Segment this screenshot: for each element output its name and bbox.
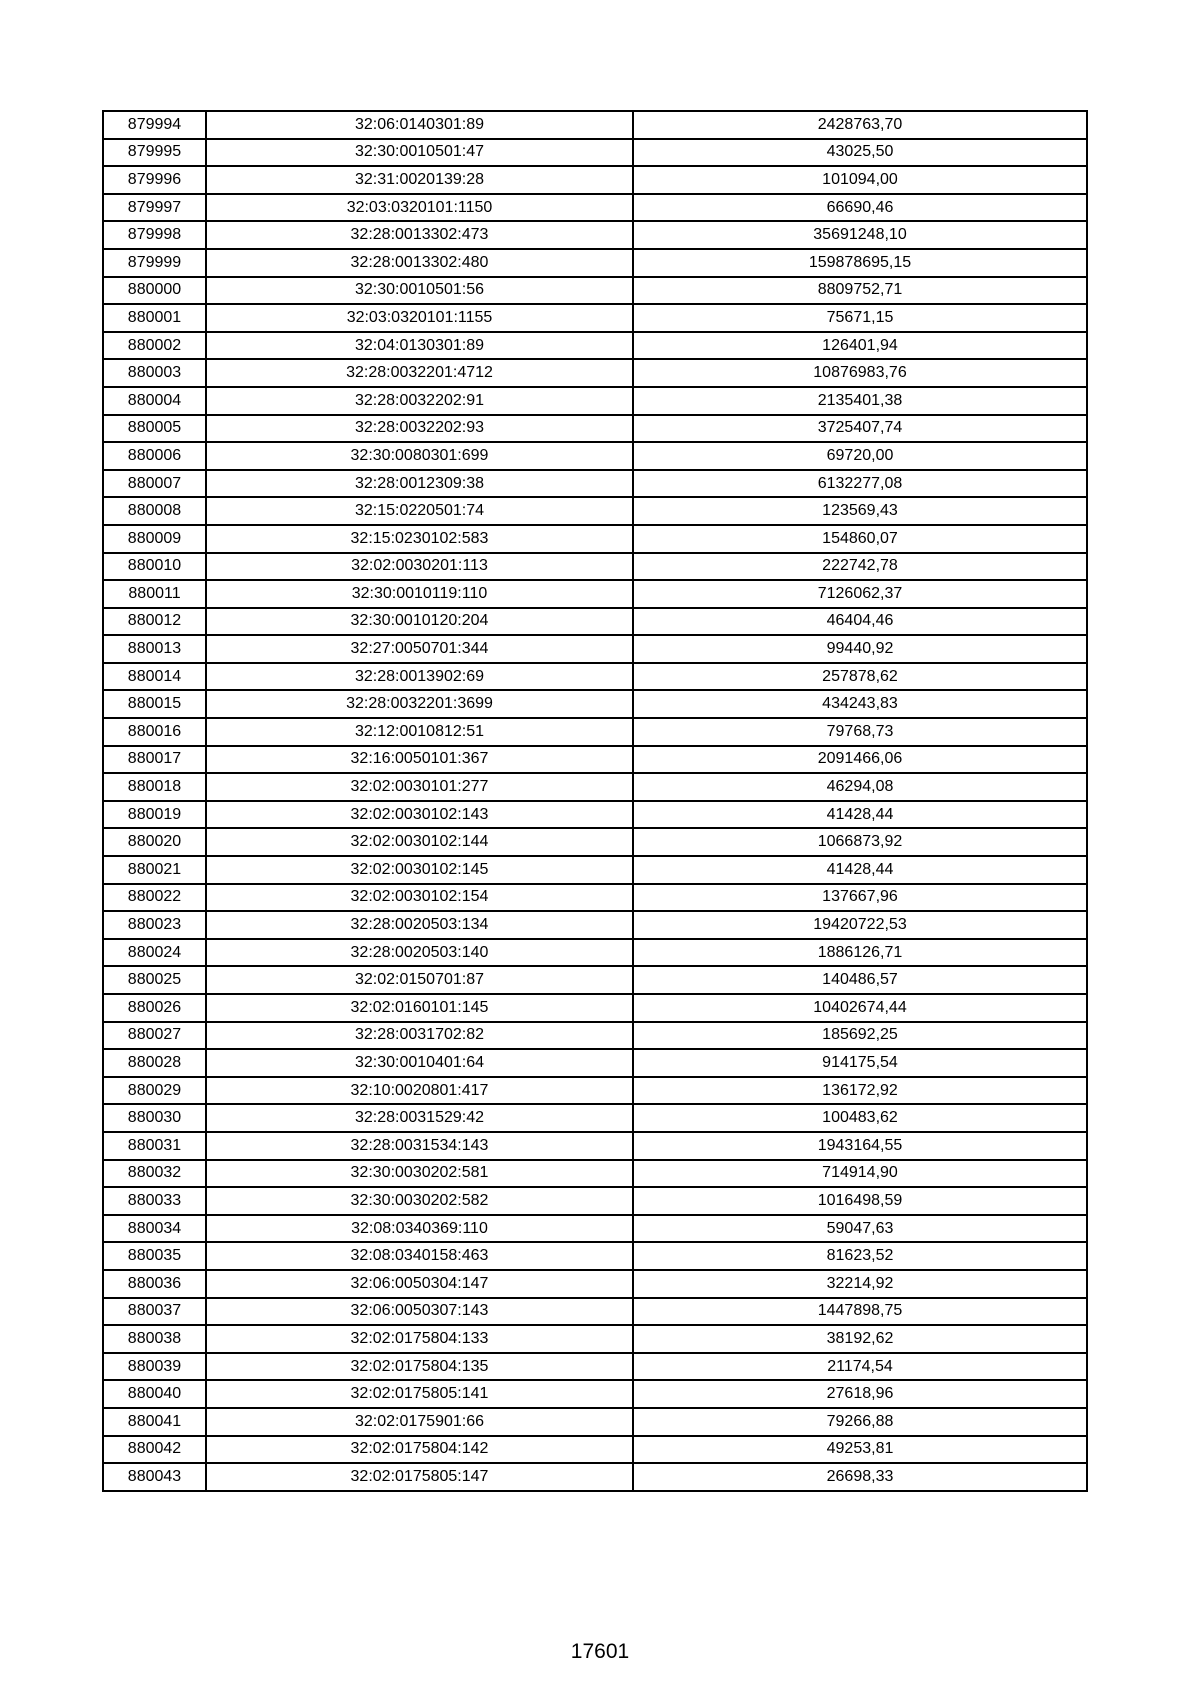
row-number-cell: 880037 <box>103 1298 206 1326</box>
value-cell: 140486,57 <box>633 966 1087 994</box>
value-cell: 126401,94 <box>633 332 1087 360</box>
value-cell: 10402674,44 <box>633 994 1087 1022</box>
cadastral-number-cell: 32:30:0010501:56 <box>206 277 633 305</box>
cadastral-number-cell: 32:08:0340369:110 <box>206 1215 633 1243</box>
table-row <box>103 304 1087 332</box>
row-number-cell: 880011 <box>103 580 206 608</box>
cadastral-number-cell: 32:02:0030102:145 <box>206 856 633 884</box>
row-number-cell: 880004 <box>103 387 206 415</box>
value-cell: 101094,00 <box>633 166 1087 194</box>
table-row <box>103 1132 1087 1160</box>
value-cell: 41428,44 <box>633 801 1087 829</box>
row-number-cell: 880028 <box>103 1049 206 1077</box>
table-row <box>103 1215 1087 1243</box>
value-cell: 137667,96 <box>633 884 1087 912</box>
table-row <box>103 1077 1087 1105</box>
value-cell: 79768,73 <box>633 718 1087 746</box>
row-number-cell: 880002 <box>103 332 206 360</box>
table-row <box>103 249 1087 277</box>
cadastral-number-cell: 32:30:0030202:582 <box>206 1187 633 1215</box>
value-cell: 79266,88 <box>633 1408 1087 1436</box>
table-row <box>103 221 1087 249</box>
table-row <box>103 663 1087 691</box>
value-cell: 1016498,59 <box>633 1187 1087 1215</box>
row-number-cell: 880029 <box>103 1077 206 1105</box>
table-row <box>103 911 1087 939</box>
row-number-cell: 880009 <box>103 525 206 553</box>
cadastral-number-cell: 32:30:0010501:47 <box>206 139 633 167</box>
page-number: 17601 <box>570 1640 630 1663</box>
table-row <box>103 1270 1087 1298</box>
value-cell: 38192,62 <box>633 1325 1087 1353</box>
row-number-cell: 880031 <box>103 1132 206 1160</box>
value-cell: 66690,46 <box>633 194 1087 222</box>
row-number-cell: 880043 <box>103 1463 206 1491</box>
table-row <box>103 1408 1087 1436</box>
cadastral-number-cell: 32:02:0175804:142 <box>206 1436 633 1464</box>
row-number-cell: 879998 <box>103 221 206 249</box>
row-number-cell: 880022 <box>103 884 206 912</box>
value-cell: 2135401,38 <box>633 387 1087 415</box>
table-row <box>103 139 1087 167</box>
table-row <box>103 718 1087 746</box>
cadastral-number-cell: 32:28:0032201:3699 <box>206 690 633 718</box>
table-row <box>103 497 1087 525</box>
cadastral-number-cell: 32:28:0032202:91 <box>206 387 633 415</box>
cadastral-number-cell: 32:02:0175805:141 <box>206 1380 633 1408</box>
cadastral-number-cell: 32:02:0030201:113 <box>206 553 633 581</box>
row-number-cell: 879997 <box>103 194 206 222</box>
value-cell: 6132277,08 <box>633 470 1087 498</box>
value-cell: 19420722,53 <box>633 911 1087 939</box>
table-row <box>103 525 1087 553</box>
cadastral-number-cell: 32:28:0013302:473 <box>206 221 633 249</box>
table-row <box>103 1104 1087 1132</box>
table-row <box>103 773 1087 801</box>
cadastral-number-cell: 32:02:0150701:87 <box>206 966 633 994</box>
cadastral-number-cell: 32:31:0020139:28 <box>206 166 633 194</box>
table-row <box>103 1022 1087 1050</box>
row-number-cell: 880000 <box>103 277 206 305</box>
value-cell: 159878695,15 <box>633 249 1087 277</box>
table-row <box>103 994 1087 1022</box>
table-row <box>103 966 1087 994</box>
value-cell: 100483,62 <box>633 1104 1087 1132</box>
row-number-cell: 879999 <box>103 249 206 277</box>
table-row <box>103 884 1087 912</box>
value-cell: 8809752,71 <box>633 277 1087 305</box>
value-cell: 43025,50 <box>633 139 1087 167</box>
cadastral-number-cell: 32:02:0030102:144 <box>206 828 633 856</box>
cadastral-number-cell: 32:08:0340158:463 <box>206 1242 633 1270</box>
cadastral-number-cell: 32:28:0031534:143 <box>206 1132 633 1160</box>
cadastral-number-cell: 32:28:0031702:82 <box>206 1022 633 1050</box>
table-body <box>103 111 1087 1491</box>
table-row <box>103 359 1087 387</box>
cadastral-number-cell: 32:06:0050307:143 <box>206 1298 633 1326</box>
value-cell: 59047,63 <box>633 1215 1087 1243</box>
value-cell: 35691248,10 <box>633 221 1087 249</box>
cadastral-number-cell: 32:28:0031529:42 <box>206 1104 633 1132</box>
row-number-cell: 880024 <box>103 939 206 967</box>
row-number-cell: 880013 <box>103 635 206 663</box>
cadastral-number-cell: 32:06:0050304:147 <box>206 1270 633 1298</box>
value-cell: 26698,33 <box>633 1463 1087 1491</box>
cadastral-number-cell: 32:30:0030202:581 <box>206 1160 633 1188</box>
table-row <box>103 166 1087 194</box>
cadastral-number-cell: 32:03:0320101:1150 <box>206 194 633 222</box>
cadastral-number-cell: 32:28:0020503:140 <box>206 939 633 967</box>
row-number-cell: 880034 <box>103 1215 206 1243</box>
table-row <box>103 332 1087 360</box>
value-cell: 914175,54 <box>633 1049 1087 1077</box>
value-cell: 49253,81 <box>633 1436 1087 1464</box>
row-number-cell: 880020 <box>103 828 206 856</box>
cadastral-number-cell: 32:27:0050701:344 <box>206 635 633 663</box>
row-number-cell: 880006 <box>103 442 206 470</box>
table-row <box>103 1380 1087 1408</box>
cadastral-number-cell: 32:15:0230102:583 <box>206 525 633 553</box>
row-number-cell: 880030 <box>103 1104 206 1132</box>
value-cell: 21174,54 <box>633 1353 1087 1381</box>
row-number-cell: 880012 <box>103 608 206 636</box>
row-number-cell: 879994 <box>103 111 206 139</box>
value-cell: 46404,46 <box>633 608 1087 636</box>
cadastral-number-cell: 32:03:0320101:1155 <box>206 304 633 332</box>
row-number-cell: 880005 <box>103 415 206 443</box>
cadastral-number-cell: 32:02:0175804:133 <box>206 1325 633 1353</box>
data-table-container <box>102 110 1086 1492</box>
value-cell: 3725407,74 <box>633 415 1087 443</box>
table-row <box>103 801 1087 829</box>
value-cell: 136172,92 <box>633 1077 1087 1105</box>
row-number-cell: 880035 <box>103 1242 206 1270</box>
row-number-cell: 880018 <box>103 773 206 801</box>
row-number-cell: 880032 <box>103 1160 206 1188</box>
value-cell: 10876983,76 <box>633 359 1087 387</box>
value-cell: 185692,25 <box>633 1022 1087 1050</box>
table-row <box>103 1242 1087 1270</box>
cadastral-number-cell: 32:02:0030102:154 <box>206 884 633 912</box>
table-row <box>103 580 1087 608</box>
row-number-cell: 879995 <box>103 139 206 167</box>
table-row <box>103 277 1087 305</box>
value-cell: 1943164,55 <box>633 1132 1087 1160</box>
value-cell: 154860,07 <box>633 525 1087 553</box>
value-cell: 27618,96 <box>633 1380 1087 1408</box>
cadastral-number-cell: 32:28:0032201:4712 <box>206 359 633 387</box>
row-number-cell: 880016 <box>103 718 206 746</box>
row-number-cell: 880027 <box>103 1022 206 1050</box>
table-row <box>103 1325 1087 1353</box>
cadastral-number-cell: 32:30:0010120:204 <box>206 608 633 636</box>
cadastral-number-cell: 32:02:0175804:135 <box>206 1353 633 1381</box>
cadastral-number-cell: 32:10:0020801:417 <box>206 1077 633 1105</box>
table-row <box>103 387 1087 415</box>
value-cell: 1447898,75 <box>633 1298 1087 1326</box>
row-number-cell: 880023 <box>103 911 206 939</box>
table-row <box>103 690 1087 718</box>
row-number-cell: 880007 <box>103 470 206 498</box>
value-cell: 434243,83 <box>633 690 1087 718</box>
value-cell: 75671,15 <box>633 304 1087 332</box>
row-number-cell: 880038 <box>103 1325 206 1353</box>
row-number-cell: 880015 <box>103 690 206 718</box>
value-cell: 7126062,37 <box>633 580 1087 608</box>
cadastral-number-cell: 32:28:0012309:38 <box>206 470 633 498</box>
table-row <box>103 828 1087 856</box>
value-cell: 41428,44 <box>633 856 1087 884</box>
cadastral-number-cell: 32:30:0010119:110 <box>206 580 633 608</box>
table-row <box>103 553 1087 581</box>
cadastral-number-cell: 32:06:0140301:89 <box>206 111 633 139</box>
cadastral-number-cell: 32:15:0220501:74 <box>206 497 633 525</box>
cadastral-number-cell: 32:02:0175805:147 <box>206 1463 633 1491</box>
value-cell: 2091466,06 <box>633 746 1087 774</box>
value-cell: 81623,52 <box>633 1242 1087 1270</box>
table-row <box>103 415 1087 443</box>
cadastral-number-cell: 32:28:0013902:69 <box>206 663 633 691</box>
row-number-cell: 880039 <box>103 1353 206 1381</box>
table-row <box>103 1049 1087 1077</box>
value-cell: 257878,62 <box>633 663 1087 691</box>
cadastral-number-cell: 32:02:0175901:66 <box>206 1408 633 1436</box>
value-cell: 46294,08 <box>633 773 1087 801</box>
table-row <box>103 194 1087 222</box>
value-cell: 69720,00 <box>633 442 1087 470</box>
table-row <box>103 1353 1087 1381</box>
cadastral-table <box>102 110 1088 1492</box>
table-row <box>103 1187 1087 1215</box>
row-number-cell: 880026 <box>103 994 206 1022</box>
cadastral-number-cell: 32:02:0030101:277 <box>206 773 633 801</box>
row-number-cell: 880025 <box>103 966 206 994</box>
table-row <box>103 111 1087 139</box>
cadastral-number-cell: 32:04:0130301:89 <box>206 332 633 360</box>
value-cell: 2428763,70 <box>633 111 1087 139</box>
row-number-cell: 880036 <box>103 1270 206 1298</box>
value-cell: 1886126,71 <box>633 939 1087 967</box>
cadastral-number-cell: 32:02:0160101:145 <box>206 994 633 1022</box>
row-number-cell: 880040 <box>103 1380 206 1408</box>
value-cell: 123569,43 <box>633 497 1087 525</box>
row-number-cell: 880008 <box>103 497 206 525</box>
value-cell: 99440,92 <box>633 635 1087 663</box>
row-number-cell: 880001 <box>103 304 206 332</box>
cadastral-number-cell: 32:28:0020503:134 <box>206 911 633 939</box>
table-row <box>103 1298 1087 1326</box>
table-row <box>103 746 1087 774</box>
table-row <box>103 442 1087 470</box>
row-number-cell: 880041 <box>103 1408 206 1436</box>
table-row <box>103 856 1087 884</box>
row-number-cell: 880010 <box>103 553 206 581</box>
cadastral-number-cell: 32:28:0032202:93 <box>206 415 633 443</box>
row-number-cell: 880003 <box>103 359 206 387</box>
cadastral-number-cell: 32:16:0050101:367 <box>206 746 633 774</box>
value-cell: 32214,92 <box>633 1270 1087 1298</box>
row-number-cell: 880033 <box>103 1187 206 1215</box>
cadastral-number-cell: 32:02:0030102:143 <box>206 801 633 829</box>
table-row <box>103 1160 1087 1188</box>
table-row <box>103 608 1087 636</box>
row-number-cell: 879996 <box>103 166 206 194</box>
value-cell: 714914,90 <box>633 1160 1087 1188</box>
cadastral-number-cell: 32:12:0010812:51 <box>206 718 633 746</box>
table-row <box>103 1463 1087 1491</box>
table-row <box>103 635 1087 663</box>
table-row <box>103 1436 1087 1464</box>
value-cell: 222742,78 <box>633 553 1087 581</box>
table-row <box>103 470 1087 498</box>
row-number-cell: 880017 <box>103 746 206 774</box>
row-number-cell: 880021 <box>103 856 206 884</box>
table-row <box>103 939 1087 967</box>
cadastral-number-cell: 32:30:0010401:64 <box>206 1049 633 1077</box>
value-cell: 1066873,92 <box>633 828 1087 856</box>
row-number-cell: 880014 <box>103 663 206 691</box>
row-number-cell: 880042 <box>103 1436 206 1464</box>
cadastral-number-cell: 32:30:0080301:699 <box>206 442 633 470</box>
cadastral-number-cell: 32:28:0013302:480 <box>206 249 633 277</box>
row-number-cell: 880019 <box>103 801 206 829</box>
